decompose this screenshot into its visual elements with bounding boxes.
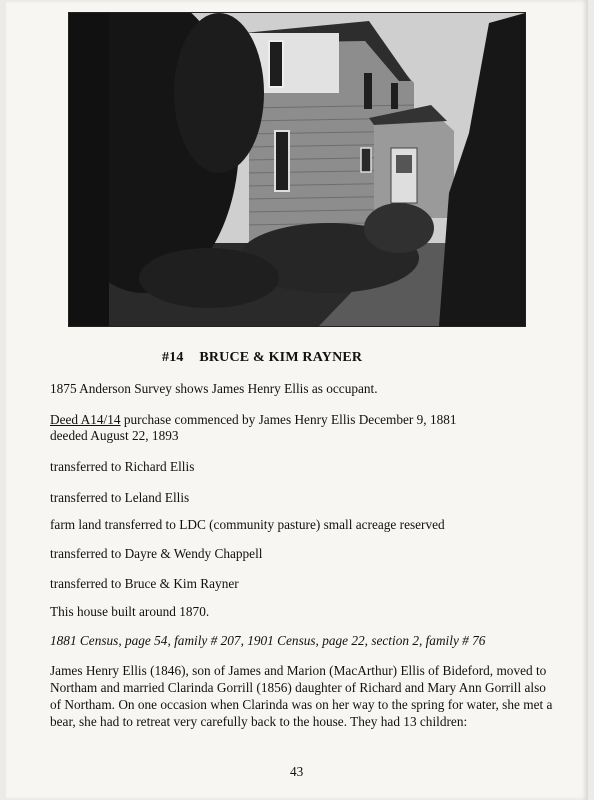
property-number: #14 xyxy=(162,350,184,365)
built-line: This house built around 1870. xyxy=(50,604,210,619)
transfer-line-4: transferred to Dayre & Wendy Chappell xyxy=(50,546,263,561)
house-photo-drawing xyxy=(69,13,525,326)
deed-reference: Deed A14/14 xyxy=(50,412,121,427)
deeded-line: deeded August 22, 1893 xyxy=(50,428,179,443)
deed-line xyxy=(50,412,570,428)
transfer-line-2: transferred to Leland Ellis xyxy=(50,490,190,505)
deed-description: purchase commenced by James Henry Ellis December 9, 1881 xyxy=(120,412,457,427)
document-page xyxy=(6,0,588,800)
owner-names: BRUCE & KIM RAYNER xyxy=(199,350,363,365)
transfer-line-5: transferred to Bruce & Kim Rayner xyxy=(50,576,239,591)
history-paragraph: James Henry Ellis (1846), son of James and Marion (MacArthur) Ellis of Bideford, moved to Northam and married Clarinda Gorrill (1856) daughter of Richard and Mary Ann Gorrill also of Northam. On one occasion when Clarinda was on her way to the spring for water, she met a bear, she had to retreat very carefully back to the house. They had 13 children: xyxy=(50,663,553,729)
page-number: 43 xyxy=(290,764,304,779)
transfer-line-1: transferred to Richard Ellis xyxy=(50,459,195,474)
section-heading xyxy=(162,350,482,366)
transfer-line-3: farm land transferred to LDC (community pasture) small acreage reserved xyxy=(50,517,445,532)
survey-line: 1875 Anderson Survey shows James Henry Ellis as occupant. xyxy=(50,381,378,396)
census-line: 1881 Census, page 54, family # 207, 1901 Census, page 22, section 2, family # 76 xyxy=(50,633,486,648)
house-photo xyxy=(68,12,526,327)
